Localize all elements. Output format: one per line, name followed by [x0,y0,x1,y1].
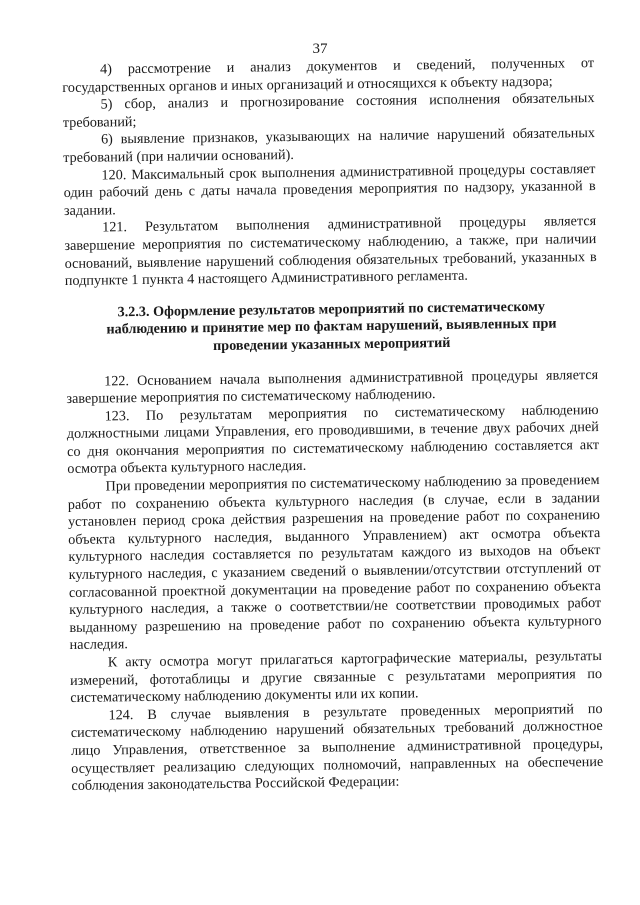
paragraph-124: 124. В случае выявления в результате проведенных мероприятий по систематическому наблюдению нарушений обязательных требований должностное лицо Управления, ответственное за выполнение административной процедуры, осуществляет реализацию следующих полномочий, направленных на обеспечение соблюдения законодательства Российской Федерации: [70,700,604,795]
page-number: 37 [312,41,328,57]
paragraph-122: 122. Основанием начала выполнения административной процедуры является завершение мероприятия по систематическому наблюдению. [66,366,599,408]
section-heading-3-2-3 [65,298,598,358]
section-heading-line: проведении указанных мероприятий [212,334,451,354]
paragraph-120: 120. Максимальный срок выполнения административной процедуры составляет один рабочий день с даты начала проведения мероприятия по надзору, указанной в задании. [63,160,596,219]
paragraph-121: 121. Результатом выполнения административной процедуры является завершение мероприятия по систематическому наблюдению, а также, при наличии оснований, выявление нарушений соблюдения обязательных требований, указанных в подпункте 1 пункта 4 настоящего Административного регламента. [64,213,597,290]
paragraph-attachments: К акту осмотра могут прилагаться картографические материалы, результаты измерений, фототаблицы и другие связанные с результатами мероприятия по систематическому наблюдению документы или их копии. [69,647,603,707]
paragraph-item-6: 6) выявление признаков, указывающих на наличие нарушений обязательных требований (при наличии оснований). [63,125,596,166]
paragraph-123: 123. По результатам мероприятия по систематическому наблюдению должностными лицами Управления, его проводившими, в течение двух рабочих дней со дня окончания мероприятия по систематическому наблюдению составляется акт осмотра объекта культурного наследия. [66,401,600,478]
document-body [62,55,604,796]
paragraph-inspection-act: При проведении мероприятия по систематическому наблюдению за проведением работ по сохранению объекта культурного наследия (в случае, если в задании установлен период срока действия разрешения на проведение работ по сохранению объекта культурного наследия, выданного Управлением) акт осмотра объекта культурного наследия составляется по результатам каждого из выходов на объект культурного наследия, с указанием сведений о выявлении/отсутствии отступлений от согласованной проектной документации на проведение работ по сохранению объекта культурного наследия, а также о соответствии/не соответствии проводимых работ выданному разрешению на проведение работ по сохранению объекта культурного наследия. [67,472,602,654]
paragraph-item-4: 4) рассмотрение и анализ документов и сведений, полученных от государственных органов и иных организаций и относящихся к объекту надзора; [62,55,595,96]
paragraph-item-5: 5) сбор, анализ и прогнозирование состояния исполнения обязательных требований; [62,90,595,131]
section-heading-line: 3.2.3. Оформление результатов мероприятий по систематическому [117,298,546,321]
section-heading-line: наблюдению и принятие мер по фактам нарушений, выявленных при [106,315,557,338]
